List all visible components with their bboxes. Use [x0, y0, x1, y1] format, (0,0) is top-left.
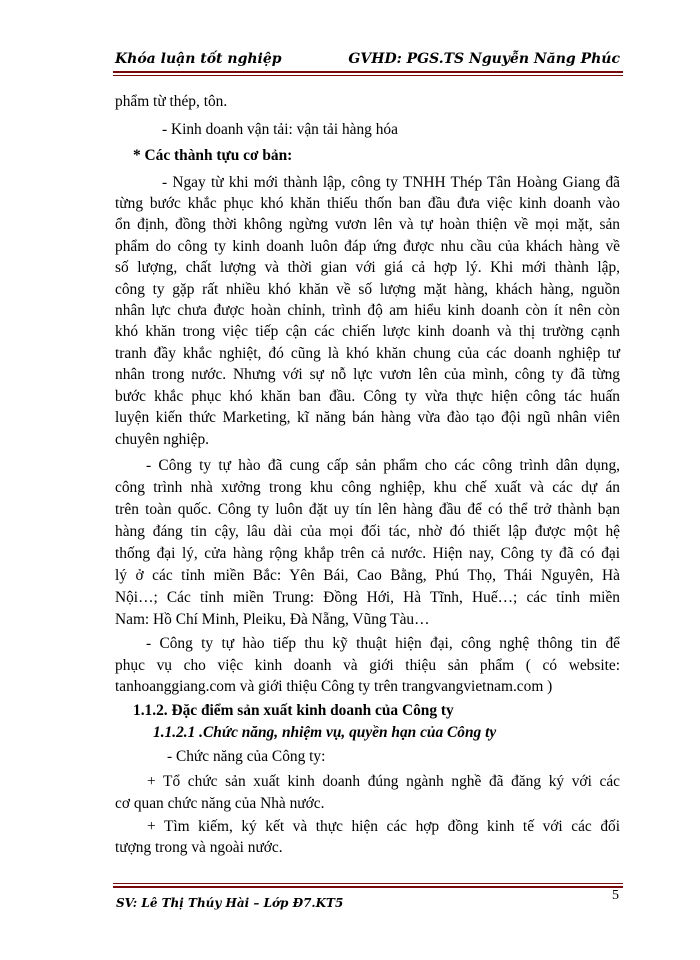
text-line: công trình nhà xưởng trong khu công nghiệp, khu chế xuất và các dự án: [115, 479, 620, 496]
text-line: + Tổ chức sản xuất kinh doanh đúng ngành nghề đã đăng ký với các: [147, 773, 620, 790]
header-thesis-title: Khóa luận tốt nghiệp: [115, 51, 282, 67]
text-line: luyện kiến thức Marketing, kĩ năng bán hàng vừa đào tạo đội ngũ nhân viên: [115, 409, 620, 426]
text-line: - Công ty tự hào tiếp thu kỹ thuật hiện đại, công nghệ thông tin để: [146, 635, 620, 652]
text-line: hàng đáng tin cậy, lâu dài của mọi đối tác, nhờ đó thiết lập được một hệ: [115, 523, 620, 540]
text-line: công ty gặp rất nhiều khó khăn về số lượng mặt hàng, khách hàng, nguồn: [115, 281, 620, 298]
text-line: phẩm do công ty kinh doanh luôn đáp ứng được nhu cầu của khách hàng về: [115, 238, 620, 255]
text-line: phẩm từ thép, tôn.: [115, 93, 228, 110]
text-line: + Tìm kiếm, ký kết và thực hiện các hợp đồng kinh tế với các đối: [147, 818, 620, 835]
header-advisor: GVHD: PGS.TS Nguyễn Năng Phúc: [348, 51, 620, 67]
text-line: Nội…; Các tỉnh miền Trung: Đồng Hới, Hà Tĩnh, Huế…; các tỉnh miền: [115, 589, 620, 606]
text-line: thống đại lý, cửa hàng rộng khắp trên cả nước. Hiện nay, Công ty đã có đại: [115, 545, 620, 562]
header-rule-thin: [113, 75, 623, 76]
text-line: - Kinh doanh vận tải: vận tải hàng hóa: [162, 121, 398, 138]
header-rule-thick: [113, 71, 623, 73]
section-heading: * Các thành tựu cơ bản:: [133, 147, 293, 164]
text-line: lý ở các tỉnh miền Bắc: Yên Bái, Cao Bằng, Phú Thọ, Thái Nguyên, Hà: [115, 567, 620, 584]
text-line: bước khắc phục khó khăn ban đầu. Công ty vừa thực hiện công tác huấn: [115, 388, 620, 405]
text-line: tanhoanggiang.com và giới thiệu Công ty trên trangvangvietnam.com ): [115, 678, 553, 695]
subsubsection-heading: 1.1.2.1 .Chức năng, nhiệm vụ, quyền hạn của Công ty: [153, 724, 497, 741]
footer-student: SV: Lê Thị Thúy Hài – Lớp Đ7.KT5: [116, 896, 344, 910]
text-line: Nam: Hồ Chí Minh, Pleiku, Đà Nẵng, Vũng Tàu…: [115, 611, 430, 628]
text-line: nhân trong nước. Nhưng với sự nỗ lực vươn lên của mình, công ty đã từng: [115, 366, 620, 383]
text-line: tranh đầy khắc nghiệt, đó cũng là khó khăn chung của các doanh nghiệp tư: [115, 345, 620, 362]
text-line: phục vụ cho việc kinh doanh và giới thiệu sản phẩm ( có website:: [115, 657, 620, 674]
text-line: ổn định, đồng thời không ngừng vươn lên và tự hoàn thiện về mọi mặt, sản: [115, 216, 620, 233]
text-line: cơ quan chức năng của Nhà nước.: [115, 795, 325, 812]
page-number: 5: [612, 888, 619, 903]
text-line: nhân lực chưa được hoàn chỉnh, trình độ am hiểu kinh doanh còn ít nên còn: [115, 302, 620, 319]
text-line: - Công ty tự hào đã cung cấp sản phẩm cho các công trình dân dụng,: [146, 457, 620, 474]
footer-rule-thin: [113, 883, 623, 884]
text-line: - Chức năng của Công ty:: [167, 748, 326, 765]
text-line: chuyên nghiệp.: [115, 431, 210, 448]
text-line: tượng trong và ngoài nước.: [115, 839, 283, 856]
text-line: khó khăn trong việc tiếp cận các chiến lược kinh doanh và thị trường cạnh: [115, 323, 620, 340]
footer-rule-thick: [113, 886, 623, 888]
text-line: trên toàn quốc. Công ty luôn đặt uy tín lên hàng đầu để có thể trở thành bạn: [115, 501, 620, 518]
text-line: số lượng, chất lượng và thời gian với giá cả hợp lý. Khi mới thành lập,: [115, 259, 620, 276]
subsection-heading: 1.1.2. Đặc điểm sản xuất kinh doanh của Công ty: [133, 702, 454, 719]
text-line: - Ngay từ khi mới thành lập, công ty TNHH Thép Tân Hoàng Giang đã: [162, 174, 620, 191]
text-line: từng bước khắc phục khó khăn thiếu thốn ban đầu đưa việc kinh doanh vào: [115, 195, 620, 212]
